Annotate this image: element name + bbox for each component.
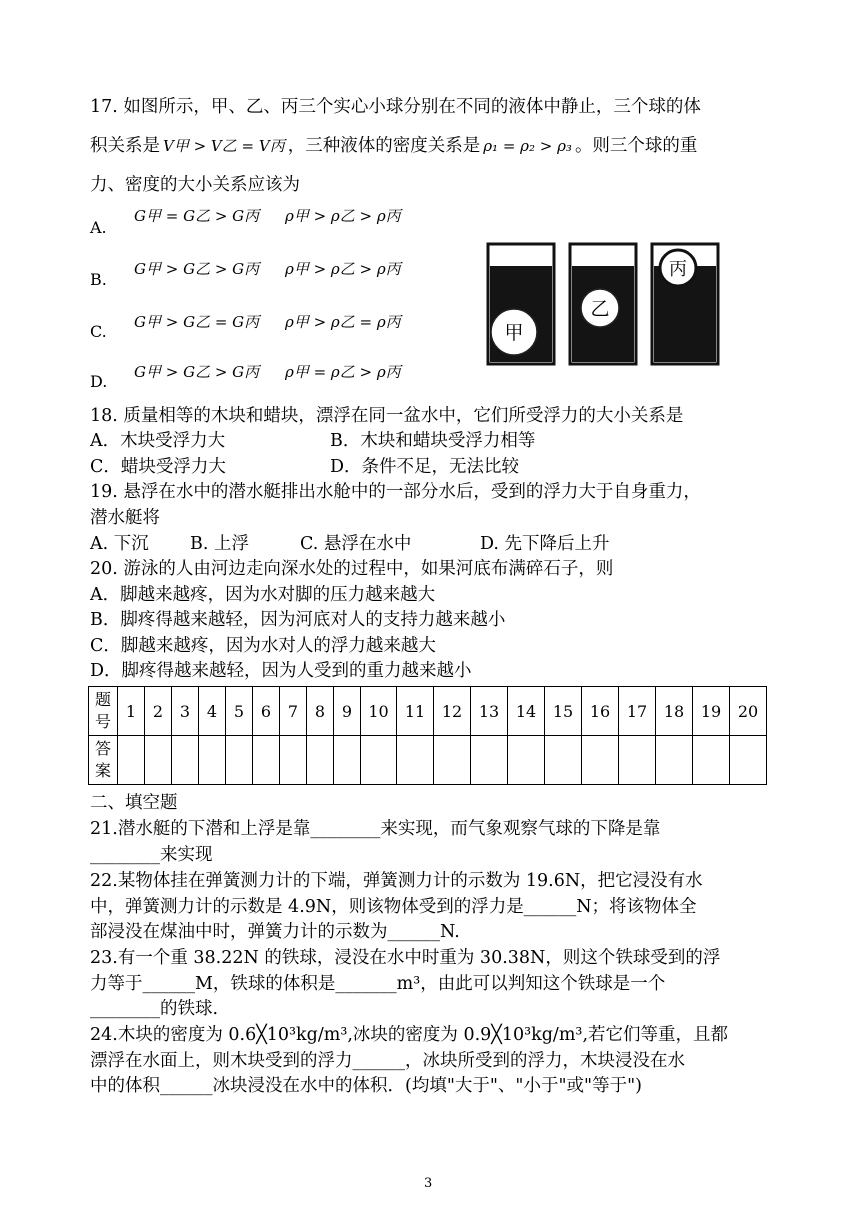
q20-option-c: C．脚越来越疼，因为水对人的浮力越来越大	[90, 636, 436, 656]
q19-option-b: B. 上浮	[190, 534, 249, 554]
q23-line1: 23.有一个重 38.22N 的铁球，浸没在水中时重为 30.38N，则这个铁球受到的浮	[90, 948, 721, 968]
q17-option-c-density: ρ甲 > ρ乙 = ρ丙	[285, 313, 401, 331]
q21-line1: 21.潜水艇的下潜和上浮是靠________来实现，而气象观察气球的下降是靠	[90, 819, 661, 839]
answer-table	[88, 686, 767, 785]
answer-cell[interactable]	[730, 736, 767, 785]
q20-option-d: D．脚疼得越来越轻，因为人受到的重力越来越小	[90, 661, 472, 681]
table-cell-number: 19	[693, 687, 730, 736]
table-cell-number: 14	[508, 687, 545, 736]
q17-option-a-weight: G甲 = G乙 > G丙	[134, 207, 260, 225]
table-cell-number: 7	[280, 687, 307, 736]
q19-option-a: A. 下沉	[90, 534, 149, 554]
q17-line2-pre: 积关系是	[90, 136, 160, 156]
answer-cell[interactable]	[172, 736, 199, 785]
answer-cell[interactable]	[619, 736, 656, 785]
table-cell-number: 2	[145, 687, 172, 736]
table-cell-number: 8	[307, 687, 334, 736]
answer-cell[interactable]	[253, 736, 280, 785]
q17-option-b-weight: G甲 > G乙 > G丙	[134, 260, 260, 278]
q19-option-c: C. 悬浮在水中	[300, 534, 412, 554]
table-cell-number: 10	[361, 687, 397, 736]
table-header-answer: 答案	[89, 736, 118, 785]
q17-volume-relation: V甲 > V乙 = V丙	[163, 137, 285, 155]
answer-cell[interactable]	[361, 736, 397, 785]
q22-line1: 22.某物体挂在弹簧测力计的下端，弹簧测力计的示数为 19.6N，把它浸没有水	[90, 871, 703, 891]
answer-cell[interactable]	[545, 736, 582, 785]
q23-line2: 力等于______M，铁球的体积是_______m³，由此可以判知这个铁球是一个	[90, 974, 666, 994]
q24-line3: 中的体积______冰块浸没在水中的体积．(均填"大于"、"小于"或"等于")	[90, 1076, 642, 1096]
ball-bing-label: 丙	[669, 259, 687, 280]
table-cell-number: 12	[434, 687, 471, 736]
page-number: 3	[424, 1176, 433, 1191]
q24-line1: 24.木块的密度为 0.6╳10³kg/m³,冰块的密度为 0.9╳10³kg/m³,若它们等重，且都	[90, 1025, 729, 1045]
q20-option-a: A．脚越来越疼，因为水对脚的压力越来越大	[90, 585, 436, 605]
table-cell-number: 16	[582, 687, 619, 736]
q22-line2: 中，弹簧测力计的示数是 4.9N，则该物体受到的浮力是______N；将该物体全	[90, 897, 697, 917]
table-cell-number: 5	[226, 687, 253, 736]
q17-option-c-label: C.	[90, 322, 107, 341]
answer-cell[interactable]	[397, 736, 434, 785]
ball-yi-label: 乙	[590, 298, 610, 320]
table-cell-number: 4	[199, 687, 226, 736]
q21-line2: ________来实现	[90, 845, 213, 865]
answer-cell[interactable]	[118, 736, 145, 785]
q17-option-c-weight: G甲 > G乙 = G丙	[134, 313, 260, 331]
answer-cell[interactable]	[226, 736, 253, 785]
table-cell-number: 13	[471, 687, 508, 736]
answer-cell[interactable]	[582, 736, 619, 785]
q17-containers-diagram	[484, 236, 724, 370]
answer-cell[interactable]	[280, 736, 307, 785]
section-fill-in-title: 二、填空题	[90, 793, 178, 813]
q17-option-b-density: ρ甲 > ρ乙 > ρ丙	[285, 260, 401, 278]
table-cell-number: 6	[253, 687, 280, 736]
answer-cell[interactable]	[471, 736, 508, 785]
q18-option-c: C．蜡块受浮力大	[90, 457, 226, 477]
q20-stem: 20. 游泳的人由河边走向深水处的过程中，如果河底布满碎石子，则	[90, 559, 614, 579]
table-cell-number: 20	[730, 687, 767, 736]
table-cell-number: 17	[619, 687, 656, 736]
q22-line3: 部浸没在煤油中时，弹簧力计的示数为______N.	[90, 922, 460, 942]
answer-cell[interactable]	[145, 736, 172, 785]
table-cell-number: 3	[172, 687, 199, 736]
q23-line3: ________的铁球.	[90, 999, 219, 1019]
answer-cell[interactable]	[334, 736, 361, 785]
q19-line1: 19. 悬浮在水中的潜水艇排出水舱中的一部分水后，受到的浮力大于自身重力，	[90, 482, 701, 502]
q17-option-d-density: ρ甲 = ρ乙 > ρ丙	[285, 363, 401, 381]
q18-option-d: D．条件不足，无法比较	[330, 457, 520, 477]
q17-density-relation: ρ₁ = ρ₂ > ρ₃	[483, 137, 572, 155]
q19-option-d: D. 先下降后上升	[480, 534, 610, 554]
table-cell-number: 11	[397, 687, 434, 736]
q17-line1: 17. 如图所示，甲、乙、丙三个实心小球分别在不同的液体中静止，三个球的体	[90, 97, 701, 117]
q17-option-d-weight: G甲 > G乙 > G丙	[134, 363, 260, 381]
q19-line2: 潜水艇将	[90, 508, 160, 528]
q17-option-d-label: D.	[90, 372, 108, 391]
q17-option-a-density: ρ甲 > ρ乙 > ρ丙	[285, 207, 401, 225]
q20-option-b: B．脚疼得越来越轻，因为河底对人的支持力越来越小	[90, 610, 506, 630]
q18-option-b: B．木块和蜡块受浮力相等	[330, 431, 536, 451]
q17-option-b-label: B.	[90, 270, 107, 289]
answer-cell[interactable]	[307, 736, 334, 785]
q17-line3: 力、密度的大小关系应该为	[90, 175, 300, 195]
q17-option-a-label: A.	[90, 218, 107, 237]
answer-cell[interactable]	[693, 736, 730, 785]
q24-line2: 漂浮在水面上，则木块受到的浮力______，冰块所受到的浮力，木块浸没在水	[90, 1051, 685, 1071]
q17-line2	[90, 135, 697, 157]
table-row-answers	[89, 736, 767, 785]
ball-jia-label: 甲	[504, 322, 524, 344]
answer-cell[interactable]	[508, 736, 545, 785]
q18-stem: 18. 质量相等的木块和蜡块，漂浮在同一盆水中，它们所受浮力的大小关系是	[90, 406, 684, 426]
q17-line2-post: 。则三个球的重	[574, 136, 698, 156]
answer-cell[interactable]	[199, 736, 226, 785]
answer-cell[interactable]	[656, 736, 693, 785]
q17-line2-mid: ，三种液体的密度关系是	[287, 136, 481, 156]
answer-cell[interactable]	[434, 736, 471, 785]
table-header-number: 题号	[89, 687, 118, 736]
table-cell-number: 1	[118, 687, 145, 736]
table-row-numbers	[89, 687, 767, 736]
table-cell-number: 15	[545, 687, 582, 736]
q18-option-a: A．木块受浮力大	[90, 431, 226, 451]
table-cell-number: 18	[656, 687, 693, 736]
table-cell-number: 9	[334, 687, 361, 736]
